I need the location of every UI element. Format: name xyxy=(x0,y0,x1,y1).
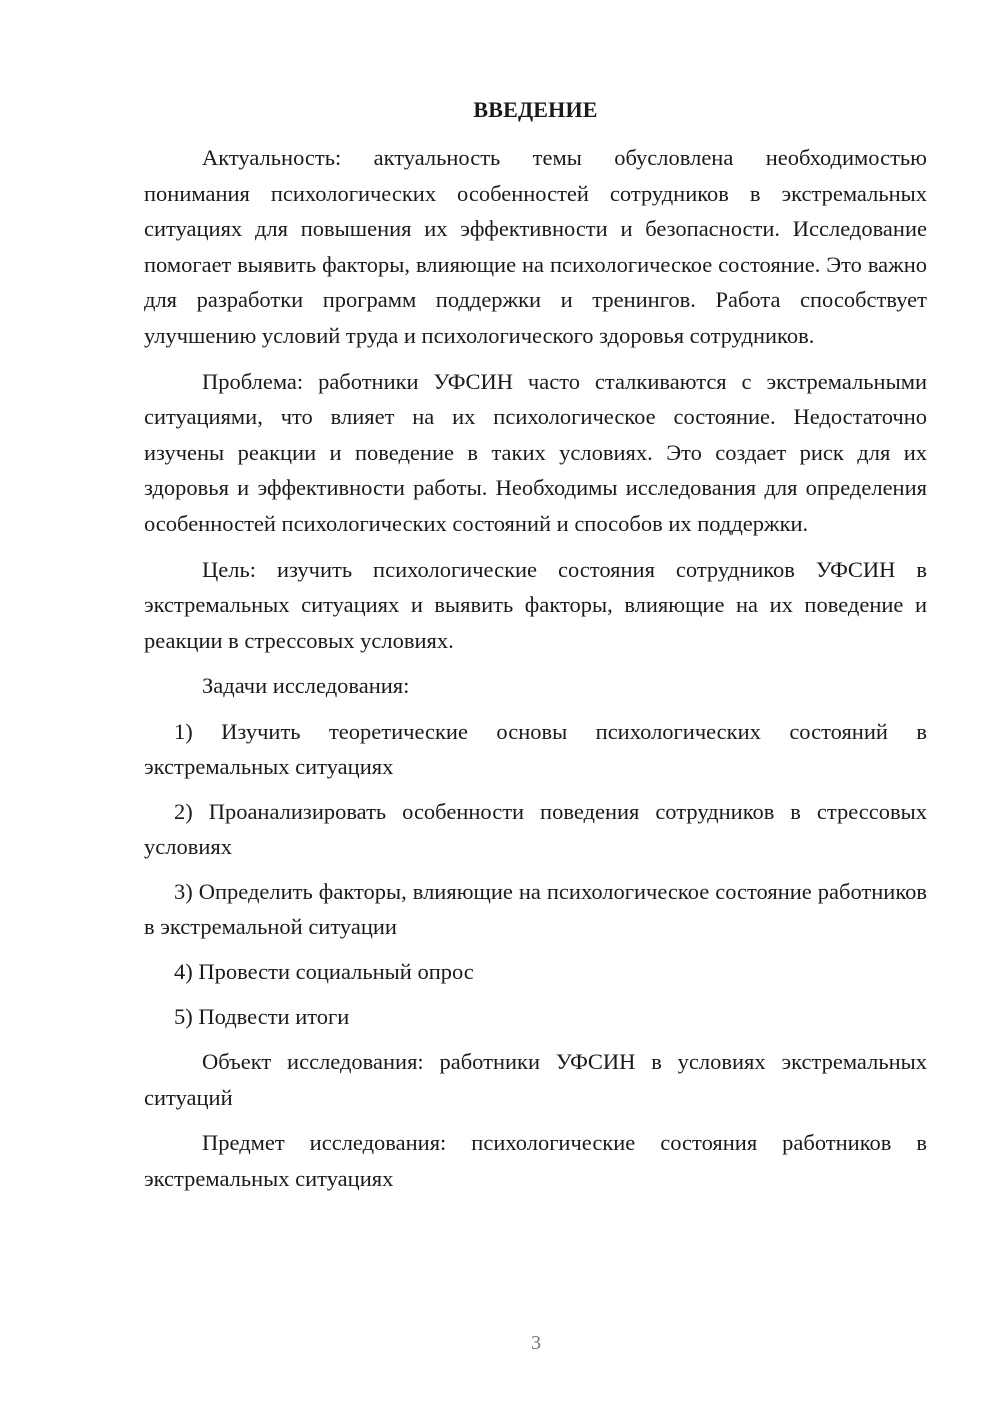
task-item-5: 5) Подвести итоги xyxy=(174,1003,350,1029)
task-item-4: 4) Провести социальный опрос xyxy=(174,958,474,984)
document-body xyxy=(144,90,927,1206)
task-item-1: 1) Изучить теоретические основы психологических состояний в экстремальных ситуациях xyxy=(144,718,927,779)
problem-paragraph: Проблема: работники УФСИН часто сталкиваются с экстремальными ситуациями, что влияет на их психологическое состояние. Недостаточно изучены реакции и поведение в таких условиях. Это создает риск для их здоровья и эффективности работы. Необходимы исследования для определения особенностей психологических состояний и способов их поддержки. xyxy=(144,368,927,536)
relevance-paragraph: Актуальность: актуальность темы обусловлена необходимостью понимания психологических особенностей сотрудников в экстремальных ситуациях для повышения их эффективности и безопасности. Исследование помогает выявить факторы, влияющие на психологическое состояние. Это важно для разработки программ поддержки и тренингов. Работа способствует улучшению условий труда и психологического здоровья сотрудников. xyxy=(144,145,927,348)
goal-paragraph: Цель: изучить психологические состояния сотрудников УФСИН в экстремальных ситуациях и выявить факторы, влияющие на их поведение и реакции в стрессовых условиях. xyxy=(144,556,927,653)
object-paragraph: Объект исследования: работники УФСИН в условиях экстремальных ситуаций xyxy=(144,1048,927,1110)
task-item-3: 3) Определить факторы, влияющие на психологическое состояние работников в экстремальной ситуации xyxy=(144,878,927,939)
page-number: 3 xyxy=(531,1332,541,1354)
section-heading: ВВЕДЕНИЕ xyxy=(473,97,598,122)
task-item-2: 2) Проанализировать особенности поведения сотрудников в стрессовых условиях xyxy=(144,798,927,859)
tasks-heading: Задачи исследования: xyxy=(202,673,410,699)
subject-paragraph: Предмет исследования: психологические состояния работников в экстремальных ситуациях xyxy=(144,1130,927,1191)
